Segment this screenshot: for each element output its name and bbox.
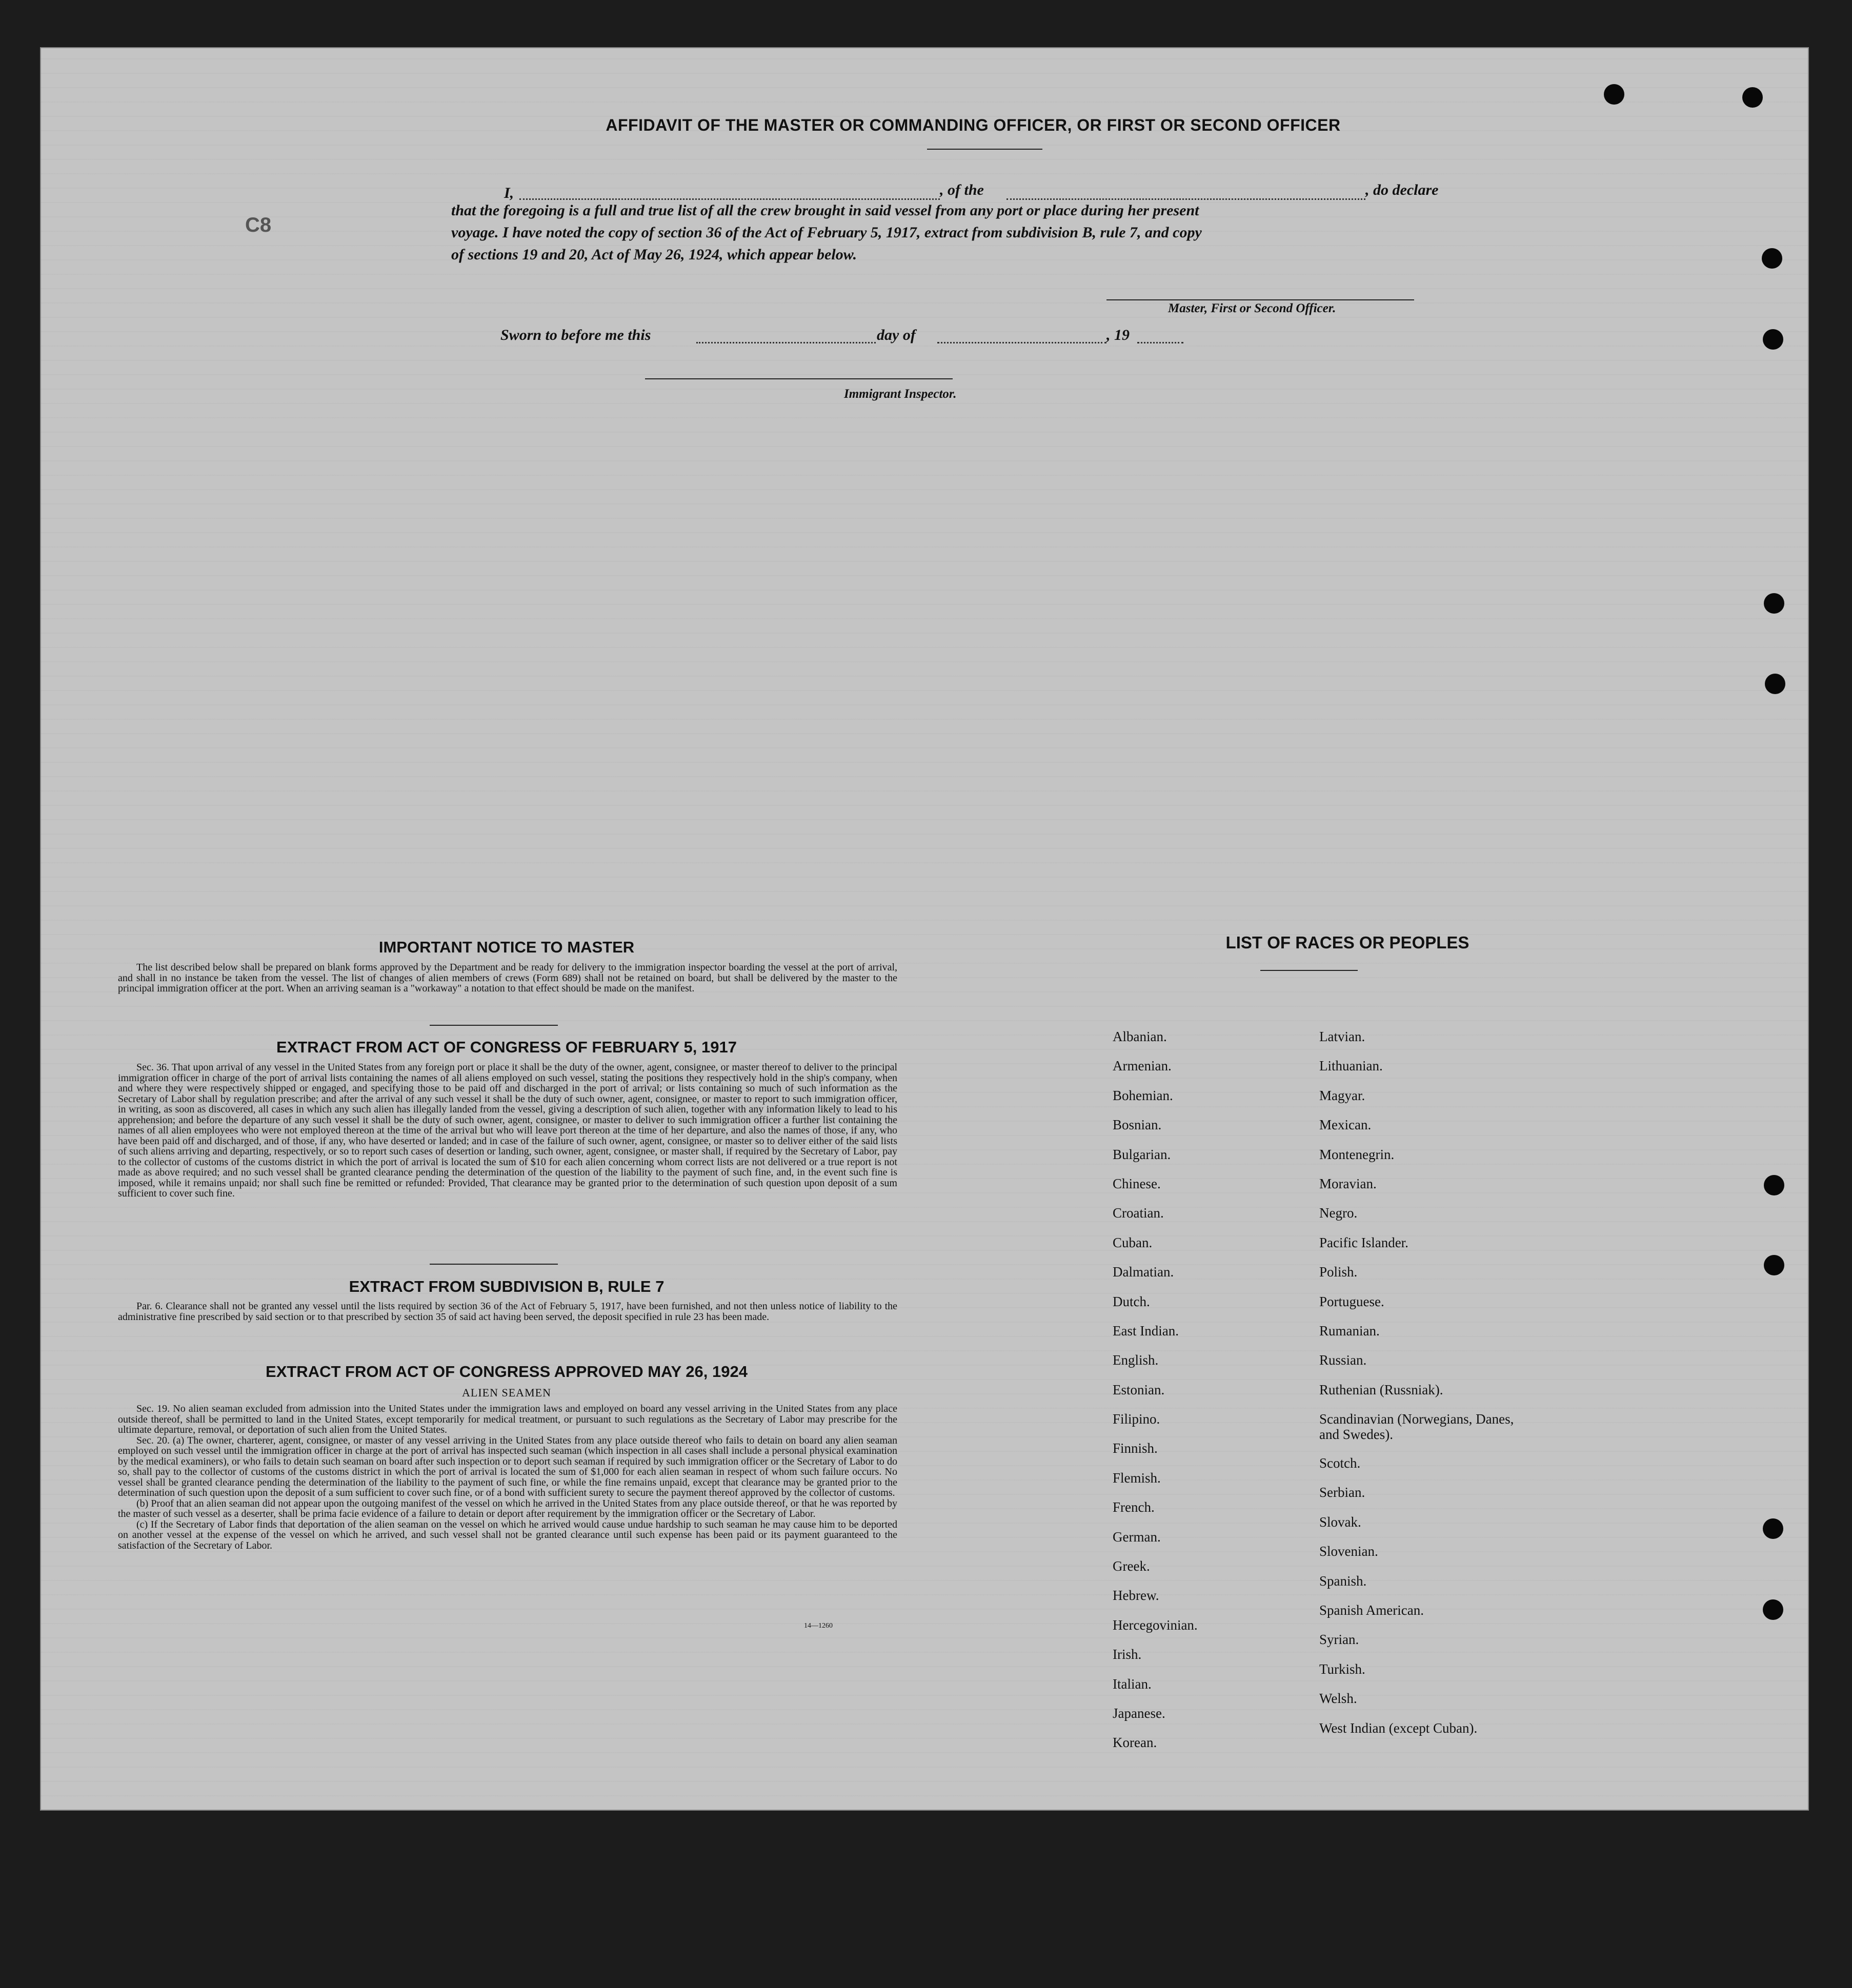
race-item: Latvian.: [1319, 1029, 1365, 1044]
races-title: LIST OF RACES OR PEOPLES: [1225, 933, 1469, 952]
notice-paragraph: The list described below shall be prepared on blank forms approved by the Department and be ready for delivery to the immigration inspector boarding the vessel at the port of arrival, and shall in no instance be taken from the vessel. The list of changes of alien members of crews (Form 689) shall not be retained on board, but shall be delivered by the master to the principal immigration officer at the port. When an arriving seaman is a "workaway" a notation to that effect should be made on the manifest.: [118, 962, 897, 994]
notice-rule: [430, 1025, 558, 1026]
race-item: Ruthenian (Russniak).: [1319, 1382, 1443, 1397]
punch-hole: [1764, 1255, 1784, 1275]
race-item: Bohemian.: [1113, 1087, 1173, 1103]
race-item: Hercegovinian.: [1113, 1617, 1198, 1633]
sworn-year-field[interactable]: [1137, 342, 1183, 343]
punch-hole: [1764, 1175, 1784, 1195]
race-item: Bulgarian.: [1113, 1146, 1171, 1162]
extract-1917-title: EXTRACT FROM ACT OF CONGRESS OF FEBRUARY 5, 1917: [276, 1038, 737, 1056]
race-item: Italian.: [1113, 1676, 1152, 1692]
race-item: Scandinavian (Norwegians, Danes, and Swedes).: [1319, 1411, 1514, 1443]
extract-1917-text: [118, 1062, 897, 1199]
year-label: , 19: [1106, 327, 1130, 343]
punch-hole: [1742, 87, 1763, 108]
document-page: [40, 47, 1809, 1811]
race-item: Flemish.: [1113, 1470, 1161, 1486]
extract-1924-subtitle: ALIEN SEAMEN: [462, 1386, 551, 1399]
punch-hole: [1604, 84, 1624, 105]
notice-text: [118, 962, 897, 994]
race-item: Russian.: [1319, 1352, 1367, 1368]
punch-hole: [1765, 674, 1785, 694]
affidavit-line-4: of sections 19 and 20, Act of May 26, 1924, which appear below.: [451, 246, 857, 263]
inspector-caption: Immigrant Inspector.: [844, 387, 957, 401]
punch-hole: [1763, 1599, 1783, 1620]
sec-20a-paragraph: Sec. 20. (a) The owner, charterer, agent, consignee, or master of any vessel arriving in the United States from any place outside thereof who fails to detain on board any alien seaman employed on such vessel until the immigration officer in charge at the port of arrival has inspected such seaman (which inspection in all cases shall include a personal physical examination by the medical examiners), or who fails to detain such seaman on board after such inspection or to deport such seaman if required by such immigration officer or the Secretary of Labor to do so, shall pay to the collector of customs of the customs district in which the port of arrival is located the sum of $1,000 for each alien seaman in respect of whom such failure occurs. No vessel shall be granted clearance pending the determination of the liability to the payment of such fine, or while the fine remains unpaid, except that clearance may be granted prior to the determination of such question upon the deposit of a sum sufficient to cover such fine, or of a bond with sufficient surety to secure the payment thereof approved by the collector of customs.: [118, 1434, 897, 1498]
race-item: Lithuanian.: [1319, 1058, 1383, 1074]
sec-20b-paragraph: (b) Proof that an alien seaman did not appear upon the outgoing manifest of the vessel on which he arrived in the United States from any place outside thereof, or that he was reported by the master of such vessel as a deserter, shall be prima facie evidence of a failure to detain or deport after requirement by the immigration officer or the Secretary of Labor.: [118, 1497, 897, 1519]
race-item: Pacific Islander.: [1319, 1234, 1408, 1250]
race-item: Spanish.: [1319, 1573, 1367, 1589]
punch-hole: [1763, 1518, 1783, 1539]
race-item: Slovenian.: [1319, 1544, 1378, 1559]
signature-line[interactable]: [1106, 299, 1414, 300]
title-rule: [927, 149, 1042, 150]
subdivision-title: EXTRACT FROM SUBDIVISION B, RULE 7: [349, 1277, 665, 1295]
race-item: Chinese.: [1113, 1175, 1161, 1191]
day-of-label: day of: [877, 327, 916, 343]
race-item: Finnish.: [1113, 1441, 1158, 1456]
race-item: Estonian.: [1113, 1382, 1165, 1397]
races-rule: [1260, 970, 1358, 971]
race-item: Scotch.: [1319, 1455, 1361, 1471]
race-item: French.: [1113, 1499, 1155, 1515]
do-declare-label: , do declare: [1365, 181, 1439, 198]
of-the-label: , of the: [940, 181, 984, 198]
sworn-day-field[interactable]: [696, 342, 876, 343]
race-item: Armenian.: [1113, 1058, 1172, 1074]
race-item: East Indian.: [1113, 1323, 1179, 1338]
races-column-2: [1319, 1029, 1535, 1750]
signature-caption: Master, First or Second Officer.: [1168, 301, 1336, 315]
punch-hole: [1763, 329, 1783, 350]
subdivision-paragraph: Par. 6. Clearance shall not be granted any vessel until the lists required by section 36 of the Act of February 5, 1917, have been furnished, and not then unless notice of liability to the administrative fine prescribed by said section or to that prescribed by section 35 of said act having been served, the deposit specified in rule 23 has been made.: [118, 1301, 897, 1323]
race-item: West Indian (except Cuban).: [1319, 1720, 1478, 1736]
extract-1924-text: [118, 1404, 897, 1551]
race-item: Filipino.: [1113, 1411, 1160, 1427]
race-item: Cuban.: [1113, 1234, 1153, 1250]
race-item: Japanese.: [1113, 1705, 1165, 1721]
race-item: Hebrew.: [1113, 1588, 1159, 1604]
affidavit-line-2: that the foregoing is a full and true list of all the crew brought in said vessel from any port or place during her present: [451, 202, 1199, 219]
name-field[interactable]: [519, 198, 940, 200]
extract-1924-title: EXTRACT FROM ACT OF CONGRESS APPROVED MAY 26, 1924: [266, 1363, 748, 1381]
margin-mark: C8: [245, 214, 272, 236]
vessel-field[interactable]: [1006, 198, 1365, 200]
race-item: Negro.: [1319, 1205, 1358, 1221]
punch-hole: [1762, 248, 1782, 269]
race-item: Welsh.: [1319, 1691, 1357, 1707]
race-item: Moravian.: [1319, 1175, 1377, 1191]
race-item: Portuguese.: [1319, 1293, 1384, 1309]
race-item: German.: [1113, 1529, 1161, 1545]
race-item: Slovak.: [1319, 1514, 1361, 1530]
sec-20c-paragraph: (c) If the Secretary of Labor finds that deportation of the alien seaman on the vessel on which he arrived would cause undue hardship to such seaman he may cause him to be deported on another vessel at the expense of the vessel on which he arrived, and such vessel shall not be granted clearance until such expense has been paid or its payment guaranteed to the satisfaction of the Secretary of Labor.: [118, 1518, 897, 1551]
form-number: 14—1260: [804, 1622, 833, 1630]
race-item: Mexican.: [1319, 1117, 1372, 1133]
inspector-signature-line[interactable]: [645, 378, 953, 379]
extract-1917-rule: [430, 1264, 558, 1265]
race-item: Serbian.: [1319, 1485, 1365, 1500]
race-item: Rumanian.: [1319, 1323, 1380, 1338]
sworn-label: Sworn to before me this: [500, 327, 651, 343]
race-item: Korean.: [1113, 1735, 1157, 1751]
sec-19-paragraph: Sec. 19. No alien seaman excluded from admission into the United States under the immigration laws and employed on board any vessel arriving in the United States from any place outside thereof, shall be permitted to land in the United States, except temporarily for medical treatment, or pursuant to such regulations as the Secretary of Labor may prescribe for the ultimate departure, removal, or deportation of such alien from the United States.: [118, 1403, 897, 1435]
i-label: I,: [504, 185, 514, 201]
race-item: Croatian.: [1113, 1205, 1164, 1221]
sworn-month-field[interactable]: [937, 342, 1106, 343]
extract-1917-paragraph: Sec. 36. That upon arrival of any vessel in the United States from any foreign port or place it shall be the duty of the owner, agent, consignee, or master thereof to deliver to the principal immigration officer in charge of the port of arrival lists containing the names of all aliens employed on such vessel, stating the positions they respectively hold in the ship's company, when and where they were respectively shipped or engaged, and specifying those to be paid off and discharged in the port of arrival; or lists containing so much of such information as the Secretary of Labor shall by regulation prescribe; and after the arrival of any such vessel it shall be the duty of such owner, agent, consignee, or master to report to such immigration officer, in writing, as soon as discovered, all cases in which any such alien has illegally landed from the vessel, giving a description of such alien, together with any information likely to lead to his apprehension; and before the departure of any such vessel it shall be the duty of such owner, agent, consignee, or master to deliver to such immigration officer a further list containing the names of all alien employees who were not employed thereon at the time of the arrival but who will leave port thereon at the time of her departure, and also the names of those, if any, who have been paid off and discharged, and of those, if any, who have deserted or landed; and in case of the failure of such owner, agent, consignee, or master so to deliver either of the said lists of such aliens arriving and departing, respectively, or so to report such cases of desertion or landing, such owner, agent, consignee, or master shall, if required by the Secretary of Labor, pay to the collector of customs of the customs district in which the port of arrival is located the sum of $10 for each alien concerning whom correct lists are not delivered or a true report is not made as above required; and no such vessel shall be granted clearance pending the determination of the question of the liability to the payment of such fine, and, in the event such fine is imposed, while it remains unpaid; nor shall such fine be remitted or refunded: Provided, That clearance may be granted prior to the determination of such question upon deposit of a sum sufficient to cover such fine.: [118, 1062, 897, 1199]
race-item: Syrian.: [1319, 1632, 1359, 1648]
subdivision-text: [118, 1301, 897, 1322]
race-item: Magyar.: [1319, 1087, 1365, 1103]
affidavit-line-3: voyage. I have noted the copy of section 36 of the Act of February 5, 1917, extract from subdivision B, rule 7, and copy: [451, 224, 1202, 241]
notice-title: IMPORTANT NOTICE TO MASTER: [378, 938, 635, 956]
affidavit-title: AFFIDAVIT OF THE MASTER OR COMMANDING OFFICER, OR FIRST OR SECOND OFFICER: [606, 116, 1341, 134]
race-item: Albanian.: [1113, 1029, 1167, 1044]
race-item: English.: [1113, 1352, 1159, 1368]
race-item: Greek.: [1113, 1558, 1150, 1574]
race-item: Dalmatian.: [1113, 1264, 1174, 1280]
race-item: Irish.: [1113, 1647, 1142, 1662]
race-item: Spanish American.: [1319, 1602, 1424, 1618]
race-item: Polish.: [1319, 1264, 1358, 1280]
race-item: Dutch.: [1113, 1293, 1150, 1309]
race-item: Bosnian.: [1113, 1117, 1162, 1133]
races-column-1: [1113, 1029, 1297, 1764]
race-item: Montenegrin.: [1319, 1146, 1395, 1162]
punch-hole: [1764, 593, 1784, 614]
race-item: Turkish.: [1319, 1661, 1365, 1677]
